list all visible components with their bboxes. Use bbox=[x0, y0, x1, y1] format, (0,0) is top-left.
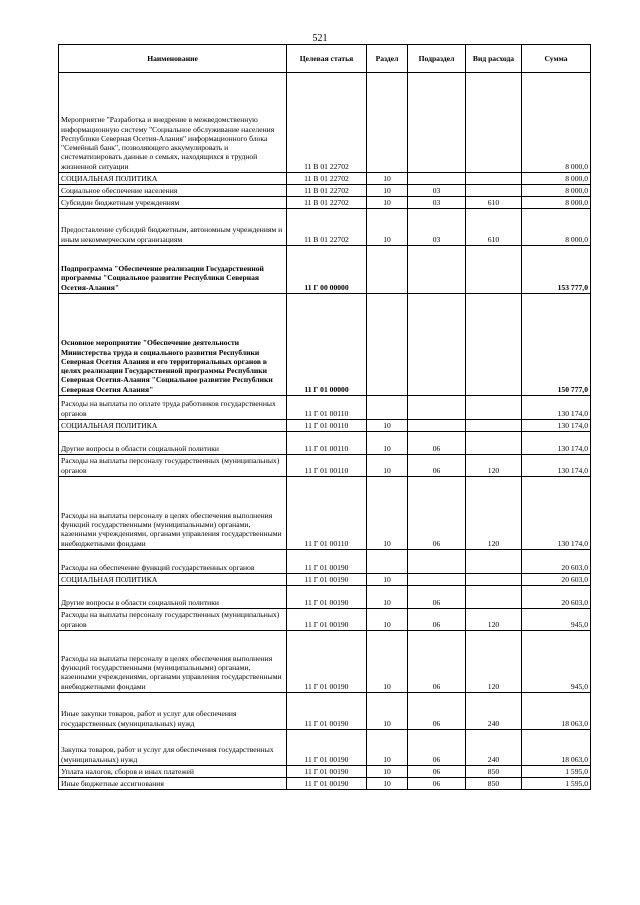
row-amount: 18 063,0 bbox=[522, 693, 591, 730]
row-section: 10 bbox=[367, 197, 408, 209]
row-subsection bbox=[408, 420, 466, 432]
row-target: 11 Г 01 00110 bbox=[287, 477, 367, 550]
page-number: 521 bbox=[312, 33, 328, 44]
row-subsection: 06 bbox=[408, 693, 466, 730]
row-name: Иные закупки товаров, работ и услуг для обеспечения государственных (муниципальных) нужд bbox=[59, 693, 287, 730]
row-amount: 8 000,0 bbox=[522, 73, 591, 173]
row-subsection: 06 bbox=[408, 778, 466, 790]
row-name: Другие вопросы в области социальной политики bbox=[59, 586, 287, 609]
row-subsection: 06 bbox=[408, 432, 466, 455]
table-row bbox=[59, 185, 591, 197]
table-row bbox=[59, 432, 591, 455]
row-amount: 130 174,0 bbox=[522, 455, 591, 477]
table-row bbox=[59, 550, 591, 574]
row-amount: 8 000,0 bbox=[522, 173, 591, 185]
row-subsection bbox=[408, 246, 466, 294]
row-name: Социальное обеспечение населения bbox=[59, 185, 287, 197]
row-expense-type: 240 bbox=[466, 730, 522, 766]
row-target: 11 Г 01 00190 bbox=[287, 631, 367, 693]
row-expense-type bbox=[466, 173, 522, 185]
row-name: Другие вопросы в области социальной политики bbox=[59, 432, 287, 455]
row-section: 10 bbox=[367, 730, 408, 766]
row-amount: 130 174,0 bbox=[522, 477, 591, 550]
table-row bbox=[59, 73, 591, 173]
row-expense-type: 120 bbox=[466, 455, 522, 477]
header-subsection: Подраздел bbox=[408, 45, 466, 73]
row-section: 10 bbox=[367, 432, 408, 455]
row-section: 10 bbox=[367, 209, 408, 246]
row-section: 10 bbox=[367, 586, 408, 609]
row-target: 11 В 01 22702 bbox=[287, 73, 367, 173]
row-name: Подпрограмма "Обеспечение реализации Государственной программы "Социальное развитие Республики Северная Осетия-Алания" bbox=[59, 246, 287, 294]
row-section: 10 bbox=[367, 420, 408, 432]
row-name: СОЦИАЛЬНАЯ ПОЛИТИКА bbox=[59, 420, 287, 432]
row-name: Расходы на выплаты по оплате труда работников государственных органов bbox=[59, 396, 287, 420]
row-expense-type bbox=[466, 420, 522, 432]
row-target: 11 Г 01 00000 bbox=[287, 294, 367, 396]
row-expense-type bbox=[466, 550, 522, 574]
row-subsection: 06 bbox=[408, 766, 466, 778]
row-amount: 1 595,0 bbox=[522, 766, 591, 778]
row-name: Расходы на выплаты персоналу государственных (муниципальных) органов bbox=[59, 609, 287, 631]
row-amount: 8 000,0 bbox=[522, 185, 591, 197]
row-expense-type bbox=[466, 574, 522, 586]
row-section: 10 bbox=[367, 778, 408, 790]
row-target: 11 Г 01 00110 bbox=[287, 432, 367, 455]
row-target: 11 Г 00 00000 bbox=[287, 246, 367, 294]
row-target: 11 В 01 22702 bbox=[287, 209, 367, 246]
row-expense-type: 850 bbox=[466, 778, 522, 790]
row-section bbox=[367, 550, 408, 574]
row-amount: 1 595,0 bbox=[522, 778, 591, 790]
row-target: 11 Г 01 00190 bbox=[287, 778, 367, 790]
row-name: Иные бюджетные ассигнования bbox=[59, 778, 287, 790]
row-name: СОЦИАЛЬНАЯ ПОЛИТИКА bbox=[59, 173, 287, 185]
row-amount: 130 174,0 bbox=[522, 432, 591, 455]
table-row bbox=[59, 609, 591, 631]
row-expense-type bbox=[466, 432, 522, 455]
row-amount: 20 603,0 bbox=[522, 586, 591, 609]
row-subsection: 03 bbox=[408, 197, 466, 209]
row-subsection: 06 bbox=[408, 631, 466, 693]
row-expense-type: 120 bbox=[466, 609, 522, 631]
row-expense-type: 120 bbox=[466, 631, 522, 693]
row-subsection: 06 bbox=[408, 730, 466, 766]
row-name: Основное мероприятие "Обеспечение деятельности Министерства труда и социального развития Республики Северная Осетия Алания и его территориальных органов в целях реализации Государственной программы Республики Северная Осетия-Алания "Социальное развитие Республики Северная Осетия Алания" bbox=[59, 294, 287, 396]
row-expense-type: 120 bbox=[466, 477, 522, 550]
table-row bbox=[59, 209, 591, 246]
row-expense-type bbox=[466, 586, 522, 609]
table-row bbox=[59, 477, 591, 550]
row-section: 10 bbox=[367, 631, 408, 693]
row-target: 11 Г 01 00190 bbox=[287, 766, 367, 778]
row-expense-type: 850 bbox=[466, 766, 522, 778]
row-name: Расходы на выплаты персоналу в целях обеспечения выполнения функций государственными (муниципальными) органами, казенными учреждениями, органами управления государственными внебюджетными фондами bbox=[59, 631, 287, 693]
table-row bbox=[59, 586, 591, 609]
row-target: 11 Г 01 00190 bbox=[287, 730, 367, 766]
row-expense-type bbox=[466, 246, 522, 294]
row-target: 11 В 01 22702 bbox=[287, 197, 367, 209]
row-name: Предоставление субсидий бюджетным, автономным учреждениям и иным некоммерческим организациям bbox=[59, 209, 287, 246]
row-section: 10 bbox=[367, 609, 408, 631]
row-name: СОЦИАЛЬНАЯ ПОЛИТИКА bbox=[59, 574, 287, 586]
table-row bbox=[59, 766, 591, 778]
row-section: 10 bbox=[367, 173, 408, 185]
row-target: 11 Г 01 00190 bbox=[287, 609, 367, 631]
row-section: 10 bbox=[367, 477, 408, 550]
row-target: 11 Г 01 00190 bbox=[287, 586, 367, 609]
table-row bbox=[59, 396, 591, 420]
row-expense-type bbox=[466, 294, 522, 396]
row-subsection bbox=[408, 396, 466, 420]
table-row bbox=[59, 173, 591, 185]
row-expense-type: 610 bbox=[466, 209, 522, 246]
table-row bbox=[59, 246, 591, 294]
row-name: Расходы на выплаты персоналу в целях обеспечения выполнения функций государственными (муниципальными) органами, казенными учреждениями, органами управления государственными внебюджетными фондами bbox=[59, 477, 287, 550]
header-expense-type: Вид расхода bbox=[466, 45, 522, 73]
row-target: 11 Г 01 00110 bbox=[287, 396, 367, 420]
row-expense-type: 240 bbox=[466, 693, 522, 730]
row-section: 10 bbox=[367, 574, 408, 586]
row-subsection bbox=[408, 173, 466, 185]
row-target: 11 Г 01 00190 bbox=[287, 693, 367, 730]
row-subsection: 06 bbox=[408, 586, 466, 609]
header-section: Раздел bbox=[367, 45, 408, 73]
table-row bbox=[59, 778, 591, 790]
row-subsection: 03 bbox=[408, 209, 466, 246]
row-subsection: 06 bbox=[408, 609, 466, 631]
header-name: Наименование bbox=[59, 45, 287, 73]
row-section: 10 bbox=[367, 693, 408, 730]
row-name: Расходы на обеспечение функций государственных органов bbox=[59, 550, 287, 574]
row-subsection bbox=[408, 550, 466, 574]
row-target: 11 Г 01 00190 bbox=[287, 574, 367, 586]
row-target: 11 Г 01 00190 bbox=[287, 550, 367, 574]
row-amount: 18 063,0 bbox=[522, 730, 591, 766]
row-name: Субсидии бюджетным учреждениям bbox=[59, 197, 287, 209]
row-section bbox=[367, 396, 408, 420]
row-amount: 130 174,0 bbox=[522, 396, 591, 420]
row-target: 11 В 01 22702 bbox=[287, 185, 367, 197]
table-row bbox=[59, 730, 591, 766]
row-target: 11 В 01 22702 bbox=[287, 173, 367, 185]
row-section bbox=[367, 73, 408, 173]
row-target: 11 Г 01 00110 bbox=[287, 455, 367, 477]
row-section: 10 bbox=[367, 185, 408, 197]
row-amount: 20 603,0 bbox=[522, 550, 591, 574]
row-name: Закупка товаров, работ и услуг для обеспечения государственных (муниципальных) нужд bbox=[59, 730, 287, 766]
table-header-row bbox=[59, 45, 591, 73]
row-subsection: 06 bbox=[408, 455, 466, 477]
table-row bbox=[59, 693, 591, 730]
row-subsection bbox=[408, 73, 466, 173]
row-expense-type bbox=[466, 396, 522, 420]
row-subsection: 06 bbox=[408, 477, 466, 550]
row-amount: 153 777,0 bbox=[522, 246, 591, 294]
row-amount: 130 174,0 bbox=[522, 420, 591, 432]
row-name: Мероприятие "Разработка и внедрение в межведомственную информационную систему "Социальное обслуживание населения Республики Северная Осетия-Алания" информационного блока "Семейный банк", позволяющего аккумулировать и систематизировать данные о семьях, находящихся в трудной жизненной ситуации bbox=[59, 73, 287, 173]
row-expense-type: 610 bbox=[466, 197, 522, 209]
table-row bbox=[59, 574, 591, 586]
row-amount: 8 000,0 bbox=[522, 197, 591, 209]
row-section bbox=[367, 246, 408, 294]
row-amount: 8 000,0 bbox=[522, 209, 591, 246]
header-amount: Сумма bbox=[522, 45, 591, 73]
row-amount: 945,0 bbox=[522, 609, 591, 631]
table-row bbox=[59, 420, 591, 432]
table-row bbox=[59, 197, 591, 209]
table-row bbox=[59, 631, 591, 693]
row-amount: 150 777,0 bbox=[522, 294, 591, 396]
row-subsection: 03 bbox=[408, 185, 466, 197]
table-row bbox=[59, 294, 591, 396]
row-section bbox=[367, 294, 408, 396]
row-expense-type bbox=[466, 185, 522, 197]
row-amount: 20 603,0 bbox=[522, 574, 591, 586]
table-row bbox=[59, 455, 591, 477]
budget-table bbox=[58, 44, 591, 790]
row-amount: 945,0 bbox=[522, 631, 591, 693]
row-section: 10 bbox=[367, 455, 408, 477]
row-section: 10 bbox=[367, 766, 408, 778]
row-name: Уплата налогов, сборов и иных платежей bbox=[59, 766, 287, 778]
row-subsection bbox=[408, 294, 466, 396]
row-target: 11 Г 01 00110 bbox=[287, 420, 367, 432]
header-target: Целевая статья bbox=[287, 45, 367, 73]
row-subsection bbox=[408, 574, 466, 586]
row-name: Расходы на выплаты персоналу государственных (муниципальных) органов bbox=[59, 455, 287, 477]
row-expense-type bbox=[466, 73, 522, 173]
